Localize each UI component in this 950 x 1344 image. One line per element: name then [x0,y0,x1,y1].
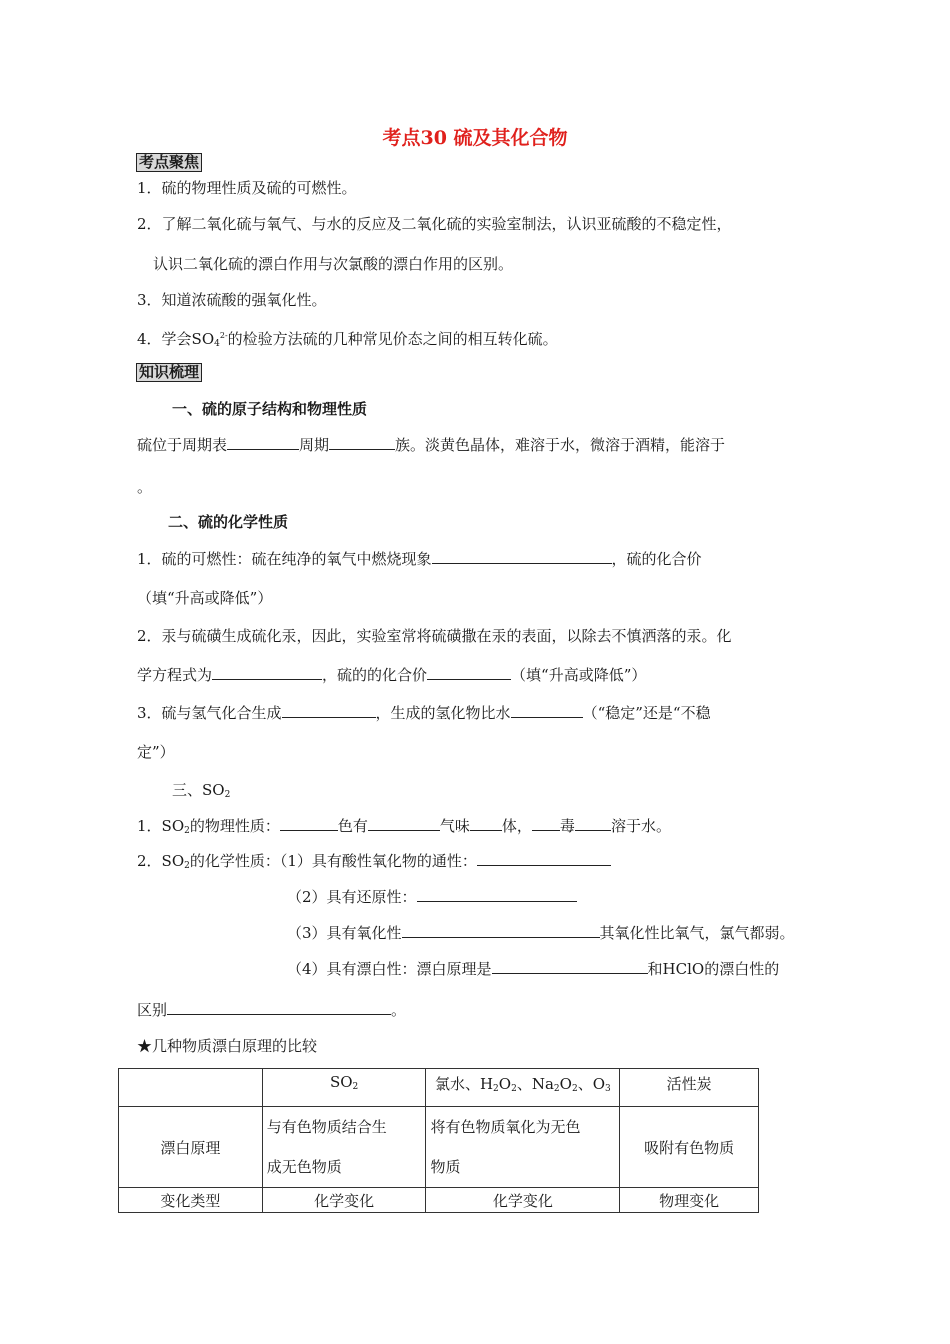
table-cell: 氯水、$H_2O_2$、$Na_2O_2$、$O_3$ [426,1069,620,1107]
section-2-item-1: 1．硫的可燃性：硫在纯净的氧气中燃烧现象 ，硫的化合价 [137,550,702,568]
blank[interactable] [167,1000,391,1015]
section-2-item-3: 3．硫与氢气化合生成 ，生成的氢化物比水 （“稳定”还是“不稳 [137,704,711,722]
table-cell: $SO_2$ [262,1069,426,1107]
table-row [119,1107,759,1188]
so2-bleaching-cont: 区别 。 [137,1001,407,1019]
blank[interactable] [511,703,583,718]
section-3-item-2: 2．$SO_2$的化学性质：（1）具有酸性氧化物的通性： [137,851,611,876]
blank[interactable] [227,435,299,450]
table-cell: 变化类型 [119,1188,263,1213]
review-heading: 知识梳理 [136,363,202,382]
table-header-row [119,1069,759,1107]
section-2-item-3-cont: 定”） [137,743,175,761]
blank[interactable] [329,435,395,450]
so2-reducing: （2）具有还原性： [287,887,577,907]
focus-item-2-cont: 认识二氧化硫的漂白作用与次氯酸的漂白作用的区别。 [153,255,514,273]
table-cell: 漂白原理 [119,1107,263,1188]
table-cell: 物理变化 [620,1188,759,1213]
bleaching-comparison-table [118,1068,759,1213]
section-2-item-1-cont: （填“升高或降低”） [137,589,273,607]
blank[interactable] [532,816,560,831]
focus-item-2: 2．了解二氧化硫与氧气、与水的反应及二氧化硫的实验室制法，认识亚硫酸的不稳定性， [137,215,732,233]
blank[interactable] [282,703,376,718]
blank[interactable] [492,959,648,974]
so2-oxidizing: （3）具有氧化性 其氧化性比氧气，氯气都弱。 [287,924,795,942]
so2-bleaching: （4）具有漂白性：漂白原理是 和HClO的漂白性的 [287,960,780,978]
table-cell: 活性炭 [620,1069,759,1107]
focus-item-1: 1．硫的物理性质及硫的可燃性。 [137,179,357,197]
section-2-title: 二、硫的化学性质 [168,513,289,531]
blank[interactable] [477,851,611,866]
page-title: 考点30 硫及其化合物 [382,127,568,149]
blank[interactable] [417,887,577,902]
section-3-item-1: 1．$SO_2$的物理性质： 色有 气味 体， 毒 溶于水。 [137,817,671,836]
blank[interactable] [575,816,611,831]
table-row [119,1188,759,1213]
table-cell: 与有色物质结合生 成无色物质 [262,1107,426,1188]
table-cell: 吸附有色物质 [620,1107,759,1188]
blank[interactable] [427,665,511,680]
blank[interactable] [402,923,600,938]
section-2-item-2: 2．汞与硫磺生成硫化汞，因此，实验室常将硫磺撒在汞的表面，以除去不慎洒落的汞。化 [137,627,732,645]
section-1-line-1: 硫位于周期表 周期 族。淡黄色晶体，难溶于水，微溶于酒精，能溶于 [137,436,726,454]
blank[interactable] [212,665,322,680]
blank[interactable] [470,816,502,831]
section-1-line-2: 。 [137,478,153,496]
table-cell: 化学变化 [262,1188,426,1213]
section-3-title: 三、$SO_2$ [172,781,231,800]
blank[interactable] [280,816,338,831]
blank[interactable] [432,549,612,564]
focus-item-3: 3．知道浓硫酸的强氧化性。 [137,291,327,309]
table-cell: 化学变化 [426,1188,620,1213]
section-1-title: 一、硫的原子结构和物理性质 [172,400,368,418]
focus-heading: 考点聚焦 [136,153,202,172]
section-2-item-2-cont: 学方程式为 ，硫的的化合价 （填“升高或降低”） [137,666,647,684]
table-cell [119,1069,263,1107]
comparison-heading: ★几种物质漂白原理的比较 [137,1037,318,1055]
focus-item-4: 4．学会$SO_4^{2-}$的检验方法硫的几种常见价态之间的相互转化硫。 [137,330,558,349]
table-cell: 将有色物质氧化为无色 物质 [426,1107,620,1188]
blank[interactable] [368,816,440,831]
